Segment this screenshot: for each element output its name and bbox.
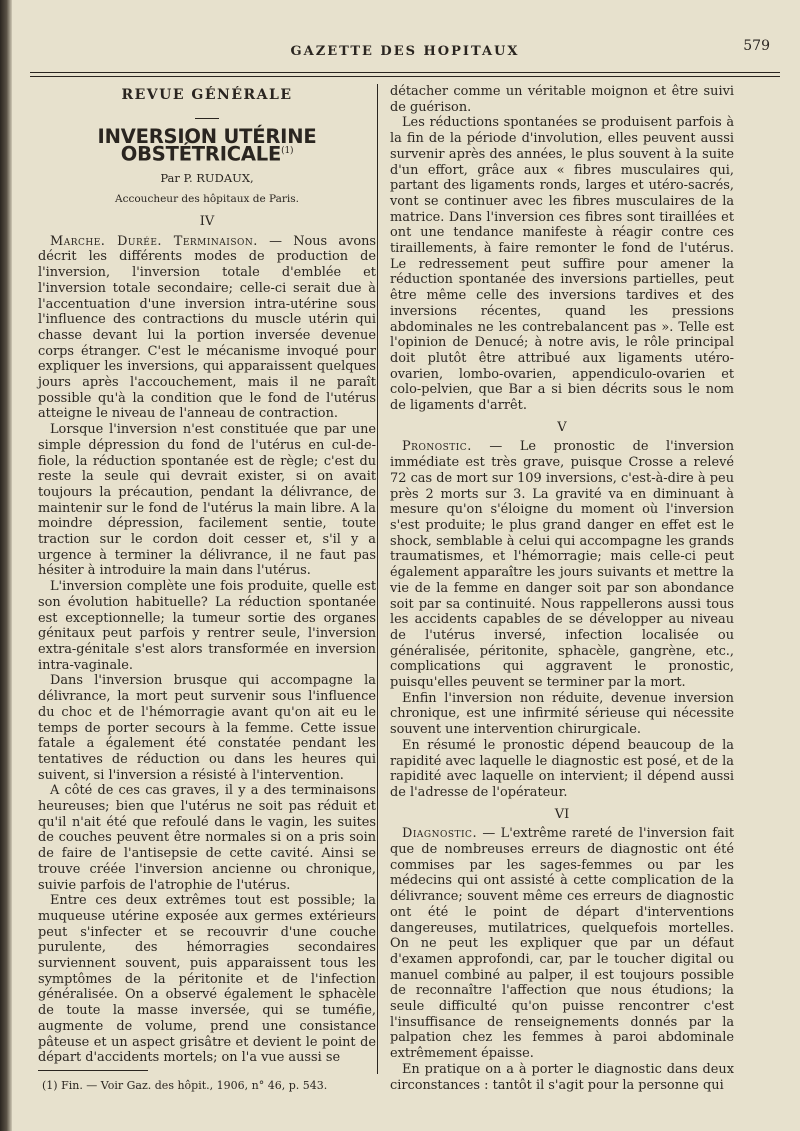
- paragraph: Lorsque l'inversion n'est constituée que par une simple dépression du fond de l'utérus en cul-de-fiole, la réduction spontanée est de règle; c'est du reste la seule qui devrait exister, si on avait toujours la précaution, pendant la délivrance, de maintenir sur le fond de l'utérus la main libre. A la moindre dépression, facilement sentie, toute traction sur le cordon doit cesser et, s'il y a urgence à terminer la délivrance, il ne faut pas hésiter à introduire la main dans l'utérus.: [38, 422, 376, 579]
- page-number: 579: [743, 38, 770, 54]
- right-column: [390, 84, 734, 1093]
- header-rule-thin: [30, 76, 780, 77]
- paragraph: En pratique on a à porter le diagnostic dans deux circonstances : tantôt il s'agit pour la personne qui: [390, 1061, 734, 1093]
- author-byline: Par P. RUDAUX,: [160, 170, 254, 185]
- paragraph-diagnostic: [390, 826, 734, 1062]
- article-title-text: INVERSION UTÉRINE OBSTÉTRICALE: [97, 124, 317, 166]
- section-label: REVUE GÉNÉRALE: [121, 87, 293, 103]
- part-number-v: V: [557, 419, 567, 435]
- title-separator: [195, 118, 219, 119]
- part-number-iv: IV: [199, 214, 215, 230]
- paragraph-text: — Le pronostic de l'inversion immédiate est très grave, puisque Crosse a relevé 72 cas de mort sur 109 inversions, c'est-à-dire à peu près 2 morts sur 3. La gravité va en diminuant à mesure qu'on s'éloigne du moment où l'inversion s'est produite; le plus grand danger en effet est le shock, semblable à celui qui accompagne les grands traumatismes, et l'hémorragie; mais celle-ci peut également apparaître les jours suivants et mettre la vie de la femme en danger soit par son abondance soit par sa continuité. Nous rappellerons aussi tous les accidents capables de se développer au niveau de l'utérus inversé, infection localisée ou généralisée, péritonite, sphacèle, gangrène, etc., complications qui aggravent le pronostic, puisqu'elles peuvent se terminer par la mort.: [390, 439, 734, 691]
- paragraph: En résumé le pronostic dépend beaucoup de la rapidité avec laquelle le diagnostic est posé, et de la rapidité avec laquelle on intervient; il dépend aussi de l'adresse de l'opérateur.: [390, 737, 734, 800]
- paragraph-pronostic: [390, 439, 734, 690]
- paragraph: Entre ces deux extrêmes tout est possible; la muqueuse utérine exposée aux germes extérieurs peut s'infecter et se recouvrir d'une couche purulente, des hémorragies secondaires surviennent souvent, puis apparaissent tous les symptômes de la péritonite et de l'infection généralisée. On a observé également le sphacèle de toute la masse inversée, qui se tuméfie, augmente de volume, prend une consistance pâteuse et un aspect grisâtre et devient le point de départ d'accidents mortels; on l'a vue aussi se: [38, 893, 376, 1066]
- paragraph: Les réductions spontanées se produisent parfois à la fin de la période d'involution, elles peuvent aussi survenir après des années, le plus souvent à la suite d'un effort, grâce aux « fibres musculaires qui, partant des ligaments ronds, larges et utéro-sacrés, vont se continuer avec les fibres musculaires de la matrice. Dans l'inversion ces fibres sont tiraillées et ont une tendance manifeste à réagir contre ces tiraillements, à faire remonter le fond de l'utérus. Le redressement peut suffire pour amener la réduction spontanée des inversions partielles, peut être même celle des inversions tardives et des inversions récentes, quand les pressions abdominales ne les contrebalancent pas ». Telle est l'opinion de Denucé; à notre avis, le rôle principal doit plutôt être attribué aux ligaments utéro-ovarien, lombo-ovarien, appendiculo-ovarien et colo-pelvien, que Bar a si bien décrits sous le nom de ligaments d'arrêt.: [390, 115, 734, 414]
- page-header: [30, 38, 780, 78]
- paragraph-text: — Nous avons décrit les différents modes de production de l'inversion, l'inversion totale d'emblée et l'inversion totale secondaire; celle-ci serait due à l'accentuation d'une inversion intra-utérine sous l'influence des contractions du muscle utérin qui chasse devant lui la portion inversée devenue corps étranger. C'est le mécanisme invoqué pour expliquer les inversions, qui apparaissent quelques jours après l'accouchement, mais il ne paraît possible qu'à la condition que le fond de l'utérus atteigne le niveau de l'anneau de contraction.: [38, 233, 376, 422]
- footnote-rule: [38, 1070, 148, 1071]
- footnote: (1) Fin. — Voir Gaz. des hôpit., 1906, n° 46, p. 543.: [42, 1078, 328, 1092]
- article-title: [38, 124, 376, 166]
- book-spine-edge: [0, 0, 12, 1131]
- paragraph: A côté de ces cas graves, il y a des terminaisons heureuses; bien que l'utérus ne soit pas réduit et qu'il n'ait été que refoulé dans le vagin, les suites de couches peuvent être normales si on a pris soin de faire de l'antisepsie de cette cavité. Ainsi se trouve créée l'inversion ancienne ou chronique, suivie parfois de l'atrophie de l'utérus.: [38, 783, 376, 893]
- paragraph: Dans l'inversion brusque qui accompagne la délivrance, la mort peut survenir sous l'influence du choc et de l'hémorragie avant qu'on ait eu le temps de porter secours à la femme. Cette issue fatale a également été constatée pendant les tentatives de réduction ou dans les heures qui suivent, si l'inversion a résisté à l'intervention.: [38, 673, 376, 783]
- left-column: [38, 84, 376, 1092]
- running-head: GAZETTE DES HOPITAUX: [290, 44, 520, 59]
- paragraph: détacher comme un véritable moignon et être suivi de guérison.: [390, 84, 734, 115]
- part-number-vi: VI: [554, 806, 570, 822]
- paragraph: L'inversion complète une fois produite, quelle est son évolution habituelle? La réduction spontanée est exceptionnelle; la tumeur sortie des organes génitaux peut parfois y rentrer seule, l'inversion extra-génitale s'est alors transformée en inversion intra-vaginale.: [38, 579, 376, 673]
- paragraph-lead: Marche. Durée. Terminaison.: [50, 233, 258, 249]
- title-footnote-marker: (1): [281, 146, 294, 157]
- paragraph-lead: Diagnostic.: [402, 826, 478, 842]
- author-affiliation: Accoucheur des hôpitaux de Paris.: [115, 193, 299, 206]
- header-rule: [30, 72, 780, 73]
- paragraph-marche: [38, 234, 376, 422]
- paragraph-lead: Pronostic.: [402, 439, 472, 455]
- column-divider: [377, 84, 378, 1074]
- paragraph: Enfin l'inversion non réduite, devenue inversion chronique, est une infirmité sérieuse qui nécessite souvent une intervention chirurgicale.: [390, 690, 734, 738]
- paragraph-text: — L'extrême rareté de l'inversion fait que de nombreuses erreurs de diagnostic ont été commises par les sages-femmes ou par les médecins qui ont assisté à cette complication de la délivrance; souvent même ces erreurs de diagnostic ont été le point de départ d'interventions dangereuses, mutilatrices, quelquefois mortelles. On ne peut les expliquer que par un défaut d'examen approfondi, car, par le toucher digital ou manuel combiné au palper, il est toujours possible de reconnaître l'affection que nous étudions; la seule difficulté qu'on puisse rencontrer c'est l'insuffisance de renseignements donnés par la palpation chez les femmes à paroi abdominale extrêmement épaisse.: [390, 826, 734, 1062]
